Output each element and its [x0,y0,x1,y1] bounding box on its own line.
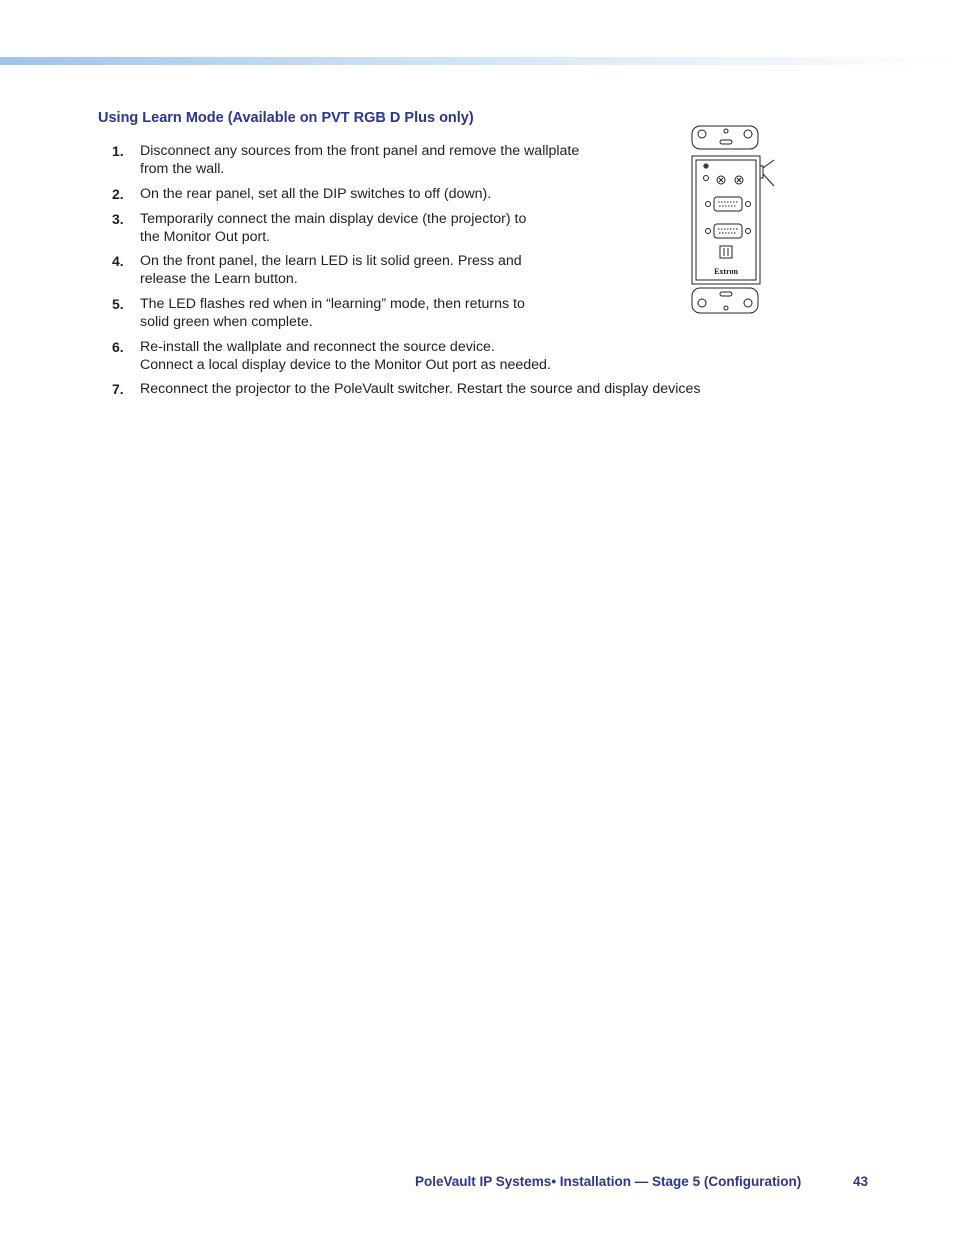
step-text [140,186,491,204]
step-text [140,253,522,288]
step-number: 4. [112,253,124,269]
screw-icon [724,306,728,310]
mount-slot [720,140,732,144]
wallplate-illustration [688,122,778,318]
vga-port-icon [714,197,742,211]
learn-led-icon [704,176,709,181]
mount-slot [720,292,732,296]
step-line: solid green when complete. [140,313,313,330]
step-line: Disconnect any sources from the front panel and remove the wallplate [140,143,580,159]
step-text [140,296,525,331]
port-screw-icon [706,229,711,234]
dip-switch-icon [720,246,732,258]
screw-icon [724,129,728,133]
step-line: from the wall. [140,160,225,177]
step-line: On the front panel, the learn LED is lit solid green. Press and [140,253,522,269]
step-line: The LED flashes red when in “learning” mode, then returns to [140,296,525,312]
step-line: Re-install the wallplate and reconnect the source device. [140,339,495,355]
side-tab [760,166,763,178]
step-line: release the Learn button. [140,270,298,287]
step-text [140,381,700,399]
step-number: 2. [112,186,124,202]
section-heading: Using Learn Mode (Available on PVT RGB D Plus only) [98,110,474,126]
step-line: the Monitor Out port. [140,228,271,245]
step-number: 7. [112,381,124,397]
step-line: Reconnect the projector to the PoleVault switcher. Restart the source and display devices [140,381,701,397]
wallplate-brand: Extron [714,267,738,276]
step-line: Connect a local display device to the Monitor Out port as needed. [140,356,551,373]
step-text [140,211,526,246]
port-screw-icon [746,202,751,207]
port-screw-icon [706,202,711,207]
callout-line [763,160,774,186]
step-line: On the rear panel, set all the DIP switches to off (down). [140,186,492,202]
step-number: 3. [112,211,124,227]
learn-button-icon [703,163,709,169]
step-text [140,143,579,178]
screw-hole-icon [744,130,752,138]
header-accent-bar [0,57,954,65]
step-number: 5. [112,296,124,312]
wallplate-body [692,156,760,284]
step-number: 1. [112,143,124,159]
step-number: 6. [112,339,124,355]
screw-hole-icon [698,299,706,307]
wallplate-inner [696,160,756,280]
port-screw-icon [746,229,751,234]
vga-port-icon [714,224,742,238]
screw-hole-icon [744,299,752,307]
footer-title: PoleVault IP Systems• Installation — Stage 5 (Configuration) [415,1174,802,1189]
page-number: 43 [853,1174,869,1189]
step-line: Temporarily connect the main display device (the projector) to [140,211,527,227]
screw-hole-icon [698,130,706,138]
step-text [140,339,551,374]
